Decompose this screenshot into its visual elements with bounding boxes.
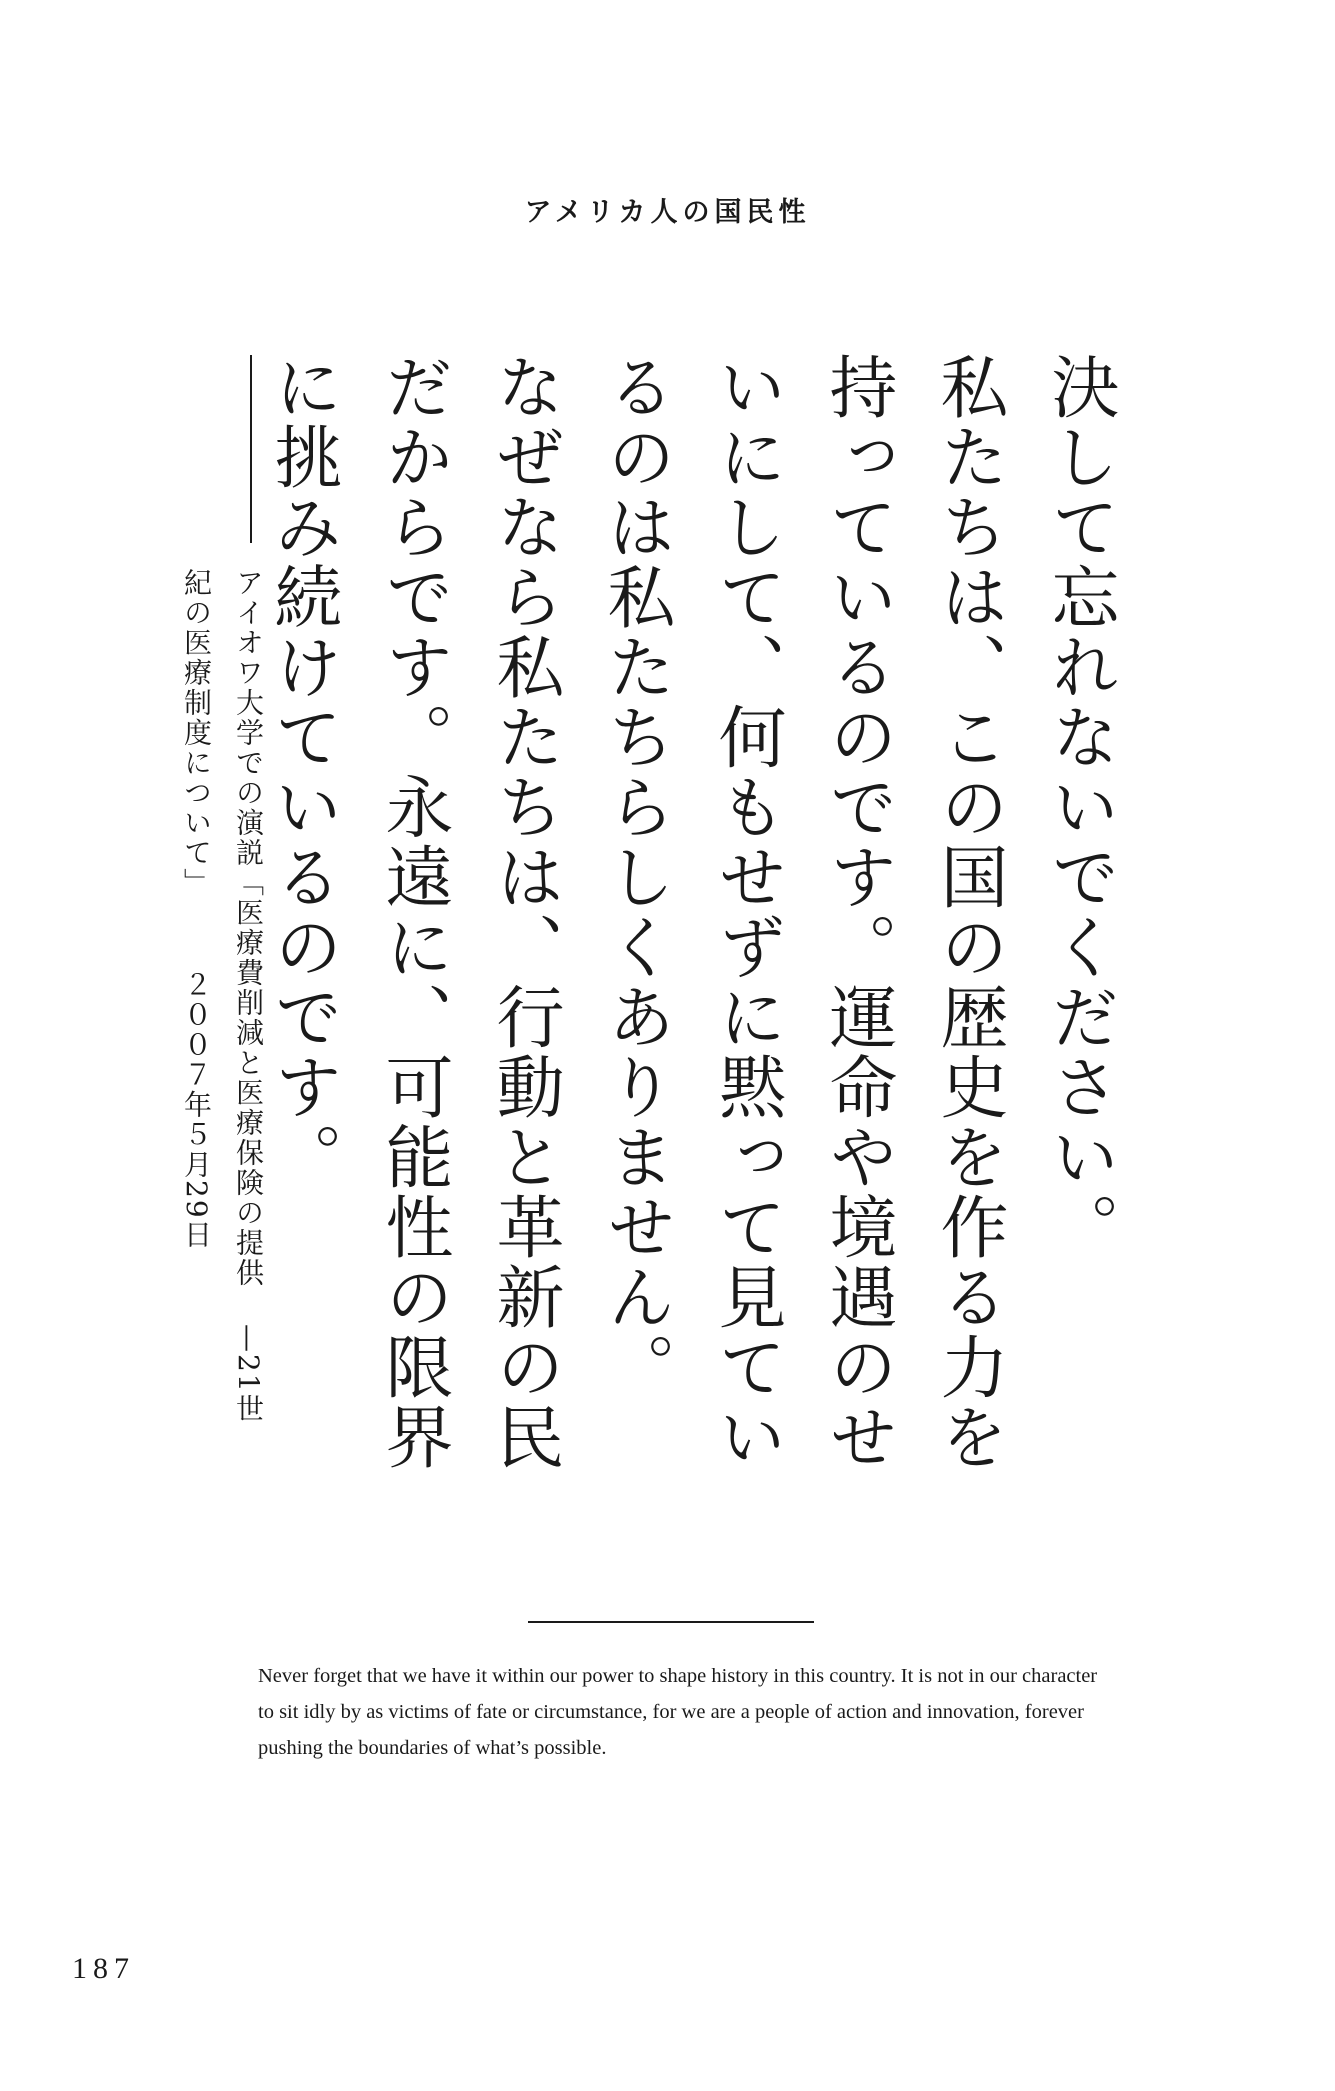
quote-source (170, 568, 274, 1518)
chapter-title: アメリカ人の国民性 (524, 197, 811, 228)
quote-line-5: るのは私たちらしくありません。 (596, 352, 675, 1402)
quote-line-6: なぜなら私たちは、行動と革新の民 (485, 352, 564, 1472)
source-dash-rule (250, 355, 252, 543)
quote-line-4: いにして、何もせずに黙って見てい (707, 352, 786, 1472)
source-line-2: 紀の医療制度について」 (180, 568, 213, 898)
source-line-1-tail: —21世 (232, 1324, 265, 1424)
quote-line-3: 持っているのです。運命や境遇のせ (818, 352, 897, 1472)
quote-line-2: 私たちは、この国の歴史を作る力を (929, 352, 1008, 1472)
source-date: ２００７年５月29日 (180, 970, 213, 1250)
quote-line-8: に挑み続けているのです。 (263, 352, 342, 1192)
japanese-quote (247, 352, 1135, 1552)
page-number: 187 (72, 1952, 135, 1985)
english-translation: Never forget that we have it within our power to shape history in this country. It is not in our character to sit idly by as victims of fate or circumstance, for we are a people of action and innovation, forever pushing the boundaries of what’s possible. (258, 1665, 1098, 1759)
source-line-1: アイオワ大学での演説「医療費削減と医療保険の提供 (232, 568, 265, 1288)
quote-line-1: 決して忘れないでください。 (1040, 352, 1119, 1262)
quote-line-7: だからです。永遠に、可能性の限界 (374, 352, 453, 1472)
section-divider (528, 1621, 814, 1623)
